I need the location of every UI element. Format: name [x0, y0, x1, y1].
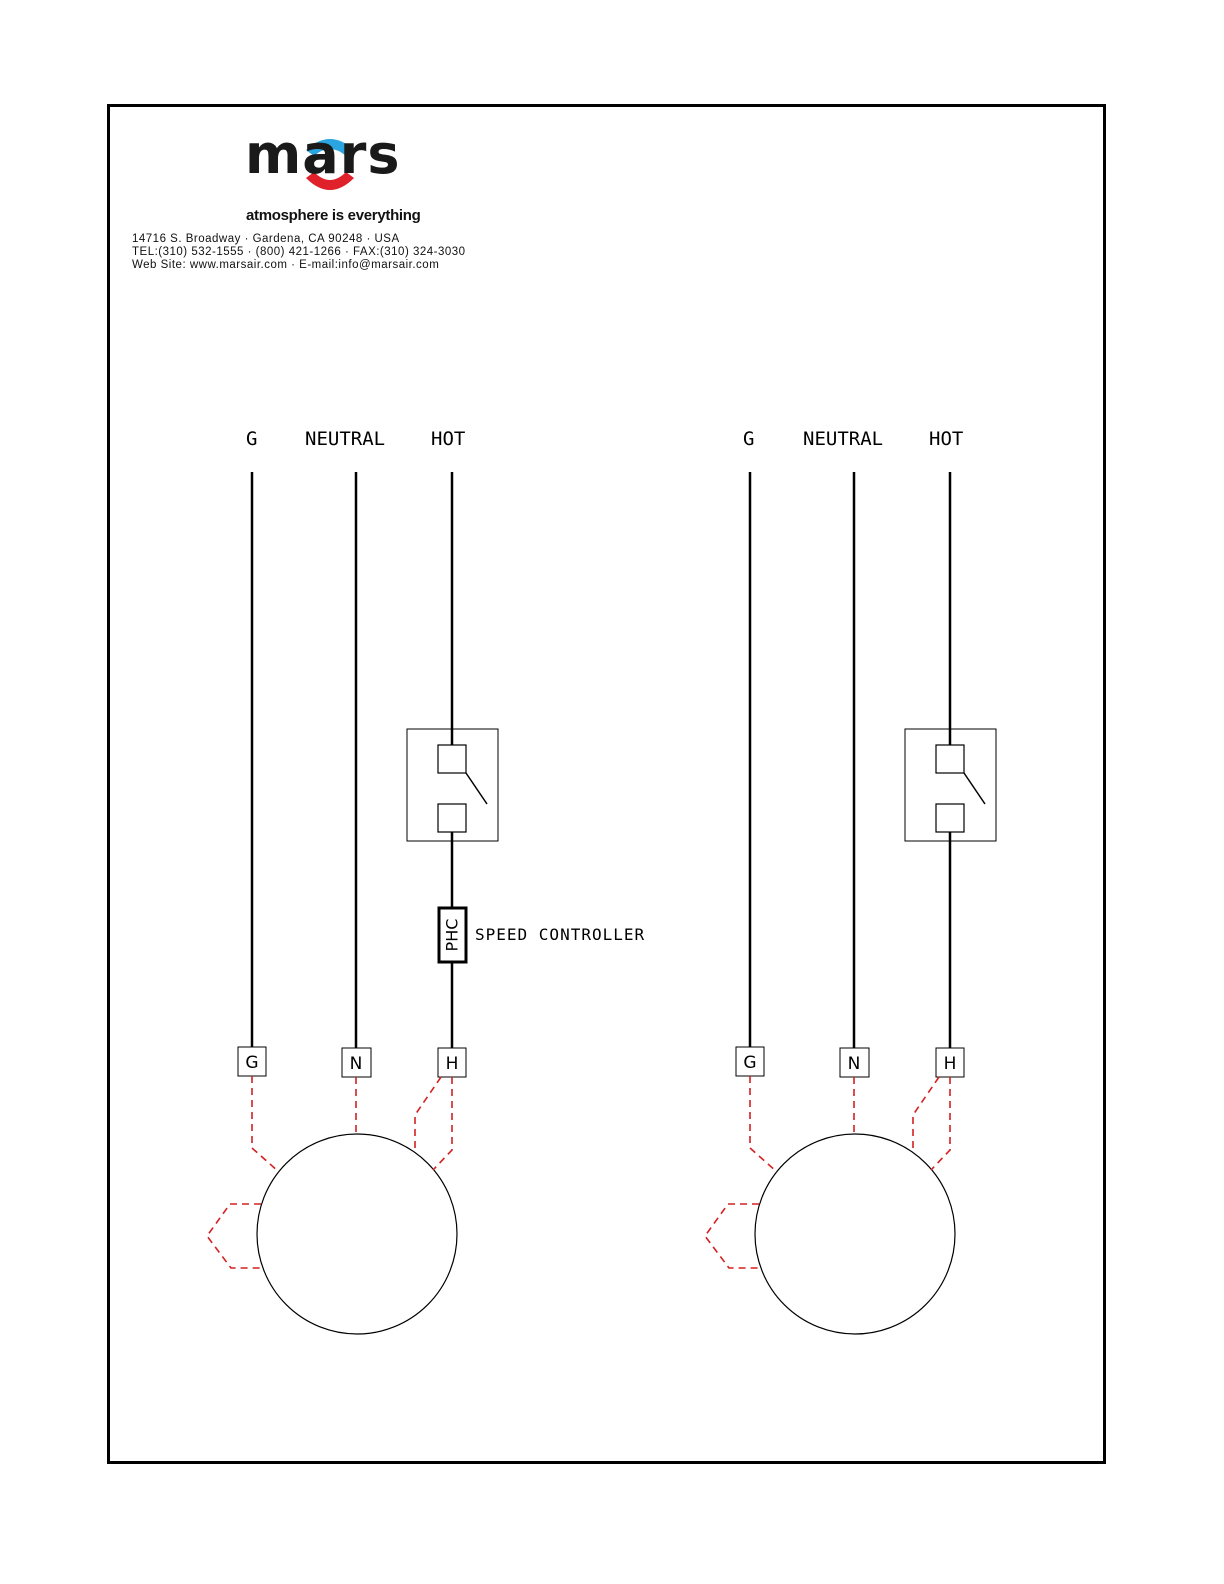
speed-controller-label: SPEED CONTROLLER	[475, 925, 646, 944]
right-label-hot: HOT	[929, 428, 964, 450]
right-terminal-hot-label: H	[943, 1054, 957, 1074]
right-terminal-neutral-label: N	[847, 1054, 861, 1074]
left-label-hot: HOT	[431, 428, 466, 450]
right-label-ground: G	[743, 428, 755, 450]
right-switch-contact-top	[936, 745, 964, 773]
right-label-neutral: NEUTRAL	[803, 428, 884, 450]
left-switch-lever	[466, 773, 487, 804]
left-label-neutral: NEUTRAL	[305, 428, 386, 450]
left-terminal-ground-label: G	[245, 1053, 259, 1073]
right-ground-lead	[750, 1076, 777, 1172]
left-switch-box	[407, 729, 498, 841]
right-hot-lead-a	[913, 1077, 939, 1153]
left-hot-lead-a	[415, 1077, 441, 1153]
company-address: 14716 S. Broadway · Gardena, CA 90248 · USA	[132, 233, 400, 245]
left-loop-lead	[207, 1204, 262, 1268]
left-terminal-hot-label: H	[445, 1054, 459, 1074]
company-tagline: atmosphere is everything	[246, 207, 421, 224]
company-web: Web Site: www.marsair.com · E-mail:info@marsair.com	[132, 259, 440, 271]
right-motor	[755, 1134, 955, 1334]
right-switch-lever	[964, 773, 985, 804]
left-motor	[257, 1134, 457, 1334]
right-switch	[905, 729, 996, 841]
right-loop-lead	[705, 1204, 760, 1268]
left-terminal-neutral-label: N	[349, 1054, 363, 1074]
right-switch-contact-bottom	[936, 804, 964, 832]
left-ground-lead	[252, 1076, 279, 1172]
speed-controller-code: PHC	[442, 918, 462, 952]
company-phone: TEL:(310) 532-1555 · (800) 421-1266 · FAX:(310) 324-3030	[132, 246, 466, 258]
logo-wordmark: mars	[245, 123, 401, 186]
left-switch-contact-bottom	[438, 804, 466, 832]
right-hot-lead-b	[931, 1077, 950, 1170]
left-switch-contact-top	[438, 745, 466, 773]
right-terminal-ground-label: G	[743, 1053, 757, 1073]
left-hot-lead-b	[433, 1077, 452, 1170]
left-switch	[407, 729, 498, 841]
right-switch-box	[905, 729, 996, 841]
left-label-ground: G	[246, 428, 258, 450]
